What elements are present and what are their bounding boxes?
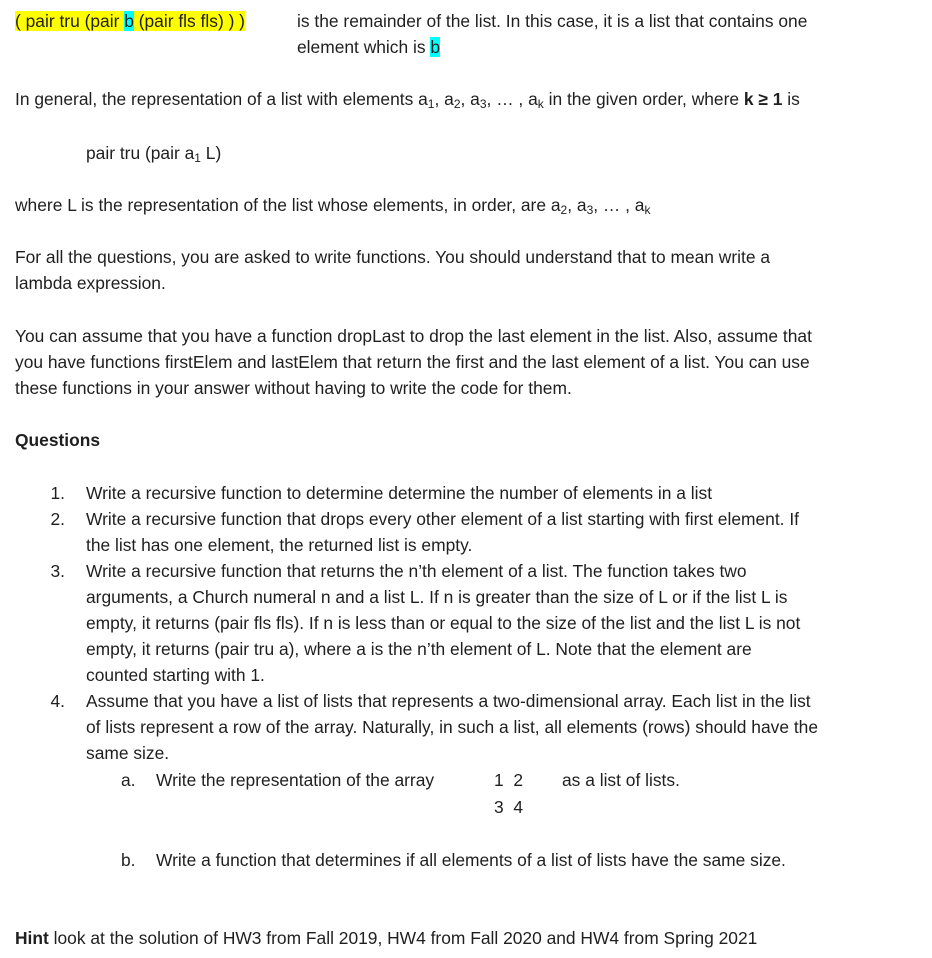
general-prefix: In general, the representation of a list with elements a (15, 89, 428, 109)
where-ellipsis: , … , a (593, 195, 645, 215)
where-prefix: where L is the representation of the list whose elements, in order, are a (15, 195, 561, 215)
formula-suffix: L) (200, 143, 222, 163)
sub-question-b-text: Write a function that determines if all elements of a list of lists have the same size. (156, 850, 786, 870)
hint (15, 925, 757, 951)
question-2-line-1: Write a recursive function that drops every other element of a list starting with first element. If (86, 509, 799, 529)
question-3-line-5: counted starting with 1. (86, 665, 265, 685)
code-part-2: (pair fls fls) ) ) (133, 11, 245, 31)
question-3-line-3: empty, it returns (pair fls fls). If n is less than or equal to the size of the list and the list L is not (86, 613, 801, 633)
where-sentence (15, 192, 650, 218)
where-sub-3: 3 (586, 203, 594, 217)
where-sep: , a (567, 195, 587, 215)
sub-question-letter: a. (121, 770, 136, 790)
general-suffix: is (782, 89, 800, 109)
ellipsis: , … , a (486, 89, 538, 109)
formula-sub: 1 (194, 151, 201, 165)
question-number: 2. (50, 509, 65, 529)
para2-line-3: these functions in your answer without having to write the code for them. (15, 378, 572, 398)
para1-line-1: For all the questions, you are asked to write functions. You should understand that to mean write a (15, 247, 771, 267)
intro-desc-b: b (430, 37, 441, 57)
hint-label: Hint (15, 928, 49, 948)
general-sentence (15, 86, 800, 112)
paragraph-functions (15, 244, 770, 296)
sep-2: , a (460, 89, 480, 109)
matrix-row-2: 3 4 (494, 797, 524, 817)
question-4-line-2: of lists represent a row of the array. Naturally, in such a list, all elements (rows) should have the (86, 717, 819, 737)
intro-desc-line-1: is the remainder of the list. In this case, it is a list that contains one (297, 11, 808, 31)
sub-2: 2 (453, 97, 461, 111)
sub-k: k (537, 97, 544, 111)
sub-3: 3 (479, 97, 487, 111)
general-middle: in the given order, where (543, 89, 744, 109)
hint-text: look at the solution of HW3 from Fall 2019, HW4 from Fall 2020 and HW4 from Spring 2021 (48, 928, 758, 948)
bold-condition: k ≥ 1 (743, 89, 783, 109)
question-number: 1. (50, 483, 65, 503)
sub-question-a-text: Write the representation of the array (156, 770, 435, 790)
formula (86, 140, 221, 166)
sep-1: , a (434, 89, 454, 109)
sub-question-letter: b. (121, 850, 136, 870)
question-4-line-3: same size. (86, 743, 170, 763)
highlighted-code (15, 11, 245, 31)
para2-line-2: you have functions firstElem and lastElem that return the first and the last element of a list. You can use (15, 352, 810, 372)
questions-heading: Questions (15, 430, 101, 450)
matrix-row-1: 1 2 (494, 770, 524, 790)
para2-line-1: You can assume that you have a function dropLast to drop the last element in the list. Also, assume that (15, 326, 812, 346)
question-number: 4. (50, 691, 65, 711)
para1-line-2: lambda expression. (15, 273, 166, 293)
sub-question-a-suffix: as a list of lists. (562, 770, 680, 790)
code-element-b: b (124, 11, 134, 31)
formula-prefix: pair tru (pair a (86, 143, 195, 163)
question-4-line-1: Assume that you have a list of lists that represents a two-dimensional array. Each list in the list (86, 691, 811, 711)
intro-desc-prefix: element which is (297, 37, 431, 57)
question-1-line-1: Write a recursive function to determine determine the number of elements in a list (86, 483, 713, 503)
paragraph-assumptions (15, 323, 812, 401)
question-3-line-4: empty, it returns (pair tru a), where a is the n’th element of L. Note that the element are (86, 639, 752, 659)
question-3-line-2: arguments, a Church numeral n and a list L. If n is greater than the size of L or if the list L is (86, 587, 788, 607)
code-example (15, 8, 245, 34)
where-sub-2: 2 (560, 203, 568, 217)
code-part-1: ( pair tru (pair (15, 11, 125, 31)
question-2-line-2: the list has one element, the returned list is empty. (86, 535, 473, 555)
where-sub-k: k (644, 203, 651, 217)
question-number: 3. (50, 561, 65, 581)
question-3-line-1: Write a recursive function that returns the n’th element of a list. The function takes two (86, 561, 747, 581)
intro-desc-line-2 (297, 34, 440, 60)
sub-1: 1 (427, 97, 435, 111)
